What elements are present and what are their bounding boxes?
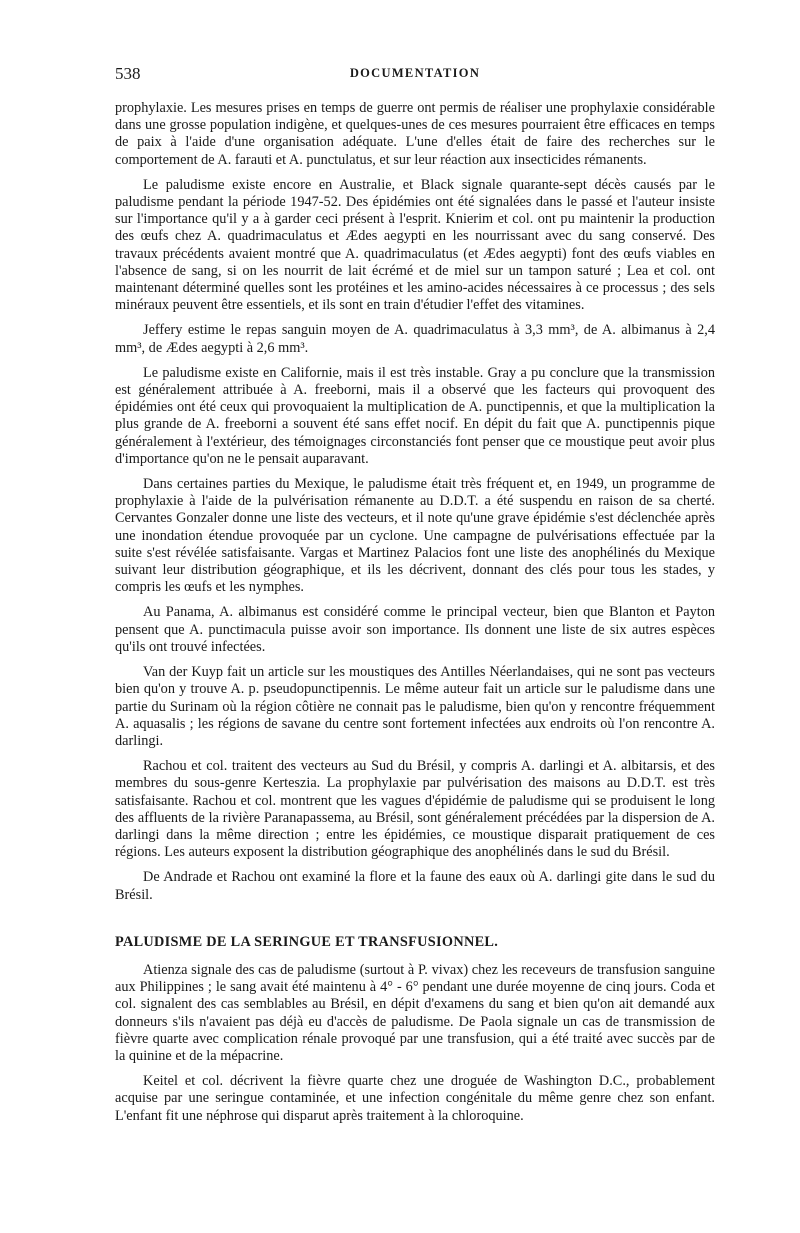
page-number: 538	[115, 64, 141, 83]
paragraph-keitel: Keitel et col. décrivent la fièvre quarte chez une droguée de Washington D.C., probablement acquise par une seringue contaminée, et une infection congénitale du même genre chez son enfant. L'enfant fit une néphrose qui disparut après traitement à la chloroquine.	[115, 1073, 715, 1124]
paragraph-panama: Au Panama, A. albimanus est considéré comme le principal vecteur, bien que Blanton et Payton pensent que A. punctimacula puisse avoir son importance. Ils donnent une liste de six autres espèces qu'ils ont trouvé infectées.	[115, 604, 715, 655]
running-head: DOCUMENTATION	[349, 66, 481, 80]
article-body	[115, 100, 715, 1133]
paragraph-australie: Le paludisme existe encore en Australie, et Black signale quarante-sept décès causés par le paludisme pendant la période 1947-52. Des épidémies ont été signalées dans le passé et l'auteur insiste sur l'importance qu'il y a à garder ceci présent à l'esprit. Knierim et col. ont pu maintenir la production des œufs chez A. quadrimaculatus et Ædes aegypti en les nourrissant avec du sang conservé. Des travaux précédents avaient montré que A. quadrimaculatus (et Ædes aegypti) font des œufs viables en l'absence de sang, si on les nourrit de lait écrémé et de miel sur un tampon saturé ; Lea et col. ont maintenant déterminé quelles sont les protéines et les amino-acides nécessaires à ce processus ; des sels minéraux peuvent être essentiels, et ils sont en train d'étudier l'effet des vitamines.	[115, 176, 715, 314]
paragraph-prophylaxie: prophylaxie. Les mesures prises en temps de guerre ont permis de réaliser une prophylaxie considérable dans une grosse population indigène, et quelques-unes de ces mesures pourraient être efficaces en temps de paix à l'aide d'une organisation adéquate. L'une d'elles était de faire des recherches sur le comportement de A. farauti et A. punctulatus, et sur leur réaction aux insecticides rémanents.	[115, 100, 715, 168]
paragraph-rachou: Rachou et col. traitent des vecteurs au Sud du Brésil, y compris A. darlingi et A. albitarsis, et des membres du sous-genre Kerteszia. La prophylaxie par pulvérisation des maisons au D.D.T. est très satisfaisante. Rachou et col. montrent que les vagues d'épidémie de paludisme qui se produisent le long des affluents de la rivière Paranapassema, au Brésil, sont généralement précédées par la dispersion de A. darlingi dans la même direction ; entre les épidémies, ce moustique disparait pratiquement de ces régions. Les auteurs exposent la distribution géographique des anophélinés dans le sud du Brésil.	[115, 758, 715, 861]
paragraph-californie: Le paludisme existe en Californie, mais il est très instable. Gray a pu conclure que la transmission est généralement attribuée à A. freeborni, mais il a observé que les facteurs qui provoquent des épidémies ont été ceux qui provoquaient la multiplication de A. punctipennis, et que la multiplication la plus grande de A. freeborni a souvent été sans effet nocif. En dépit du fait que A. punctipennis pique généralement à l'extérieur, des témoignages circonstanciés font penser que ce moustique peut avoir plus d'importance qu'on ne le pensait auparavant.	[115, 364, 715, 467]
page-header	[115, 64, 715, 84]
paragraph-van-der-kuyp: Van der Kuyp fait un article sur les moustiques des Antilles Néerlandaises, qui ne sont pas vecteurs bien qu'on y trouve A. p. pseudopunctipennis. Le même auteur fait un article sur le paludisme dans une partie du Surinam où la région côtière ne connait pas le paludisme, bien qu'on y rencontre fréquemment A. aquasalis ; les régions de savane du centre sont fortement infectées aux endroits où l'on rencontre A. darlingi.	[115, 664, 715, 749]
section-heading: PALUDISME DE LA SERINGUE ET TRANSFUSIONNEL.	[115, 933, 499, 950]
paragraph-jeffery: Jeffery estime le repas sanguin moyen de A. quadrimaculatus à 3,3 mm³, de A. albimanus à 2,4 mm³, de Ædes aegypti à 2,6 mm³.	[115, 322, 715, 356]
paragraph-mexique: Dans certaines parties du Mexique, le paludisme était très fréquent et, en 1949, un programme de prophylaxie à l'aide de la pulvérisation rémanente au D.D.T. a été suspendu en raison de sa cherté. Cervantes Gonzaler donne une liste des vecteurs, et il note qu'une grave épidémie s'est déclenchée après une inondation étendue provoquée par un cyclone. Une campagne de pulvérisations effectuée par la suite s'est révélée satisfaisante. Vargas et Martinez Palacios font une liste des anophélinés du Mexique suivant leur distribution géographique, et ils les décrivent, donnant des clés pour tous les stades, y compris les œufs et les nymphes.	[115, 476, 715, 596]
paragraph-de-andrade: De Andrade et Rachou ont examiné la flore et la faune des eaux où A. darlingi gite dans le sud du Brésil.	[115, 869, 715, 903]
paragraph-atienza: Atienza signale des cas de paludisme (surtout à P. vivax) chez les receveurs de transfusion sanguine aux Philippines ; le sang avait été maintenu à 4° - 6° pendant une durée moyenne de cinq jours. Coda et col. signalent des cas semblables au Brésil, en dépit d'examens du sang et bien qu'on ait demandé aux donneurs s'ils n'avaient pas déjà eu d'accès de paludisme. De Paola signale un cas de transmission de fièvre quarte avec complication rénale provoqué par une transfusion, qui a été traité avec succès par de la quinine et de la mépacrine.	[115, 961, 715, 1064]
